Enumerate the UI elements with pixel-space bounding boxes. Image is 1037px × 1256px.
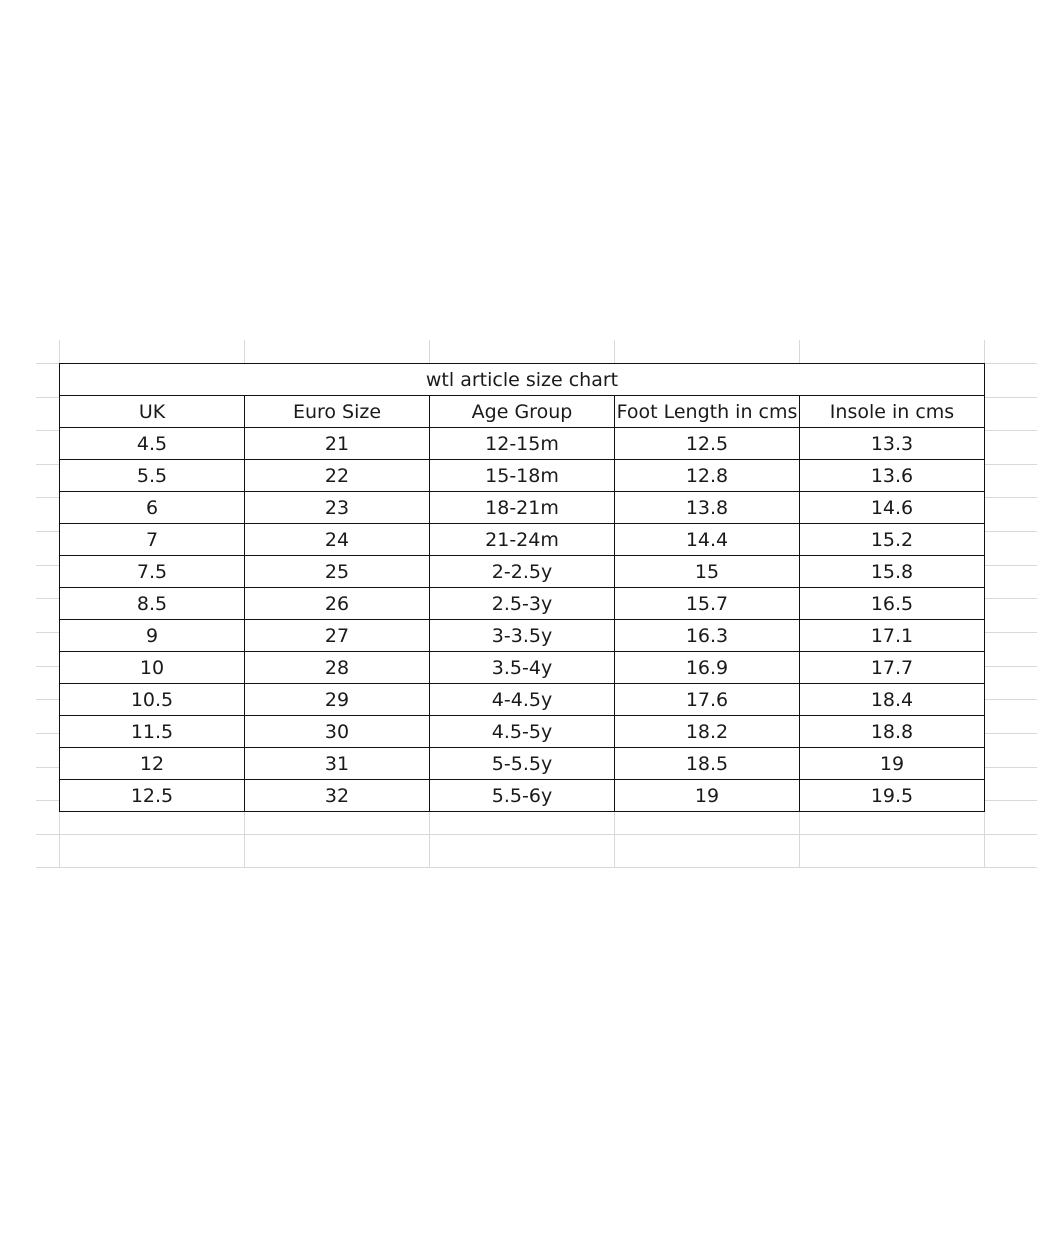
cell-age-group[interactable]: 3-3.5y (430, 620, 615, 652)
grid-line (36, 834, 1037, 835)
table-row (60, 684, 985, 716)
cell-insole[interactable]: 19.5 (800, 780, 985, 812)
header-cell-euro-size[interactable]: Euro Size (245, 396, 430, 428)
header-row (60, 396, 985, 428)
cell-uk[interactable]: 7.5 (60, 556, 245, 588)
cell-uk[interactable]: 11.5 (60, 716, 245, 748)
header-cell-age-group[interactable]: Age Group (430, 396, 615, 428)
cell-age-group[interactable]: 12-15m (430, 428, 615, 460)
cell-euro-size[interactable]: 25 (245, 556, 430, 588)
cell-foot-length[interactable]: 18.2 (615, 716, 800, 748)
cell-age-group[interactable]: 18-21m (430, 492, 615, 524)
cell-euro-size[interactable]: 27 (245, 620, 430, 652)
cell-insole[interactable]: 19 (800, 748, 985, 780)
cell-age-group[interactable]: 4-4.5y (430, 684, 615, 716)
cell-insole[interactable]: 15.8 (800, 556, 985, 588)
cell-foot-length[interactable]: 13.8 (615, 492, 800, 524)
table-row (60, 716, 985, 748)
cell-insole[interactable]: 15.2 (800, 524, 985, 556)
cell-uk[interactable]: 7 (60, 524, 245, 556)
cell-euro-size[interactable]: 23 (245, 492, 430, 524)
cell-uk[interactable]: 5.5 (60, 460, 245, 492)
table-row (60, 652, 985, 684)
cell-foot-length[interactable]: 16.3 (615, 620, 800, 652)
cell-insole[interactable]: 13.6 (800, 460, 985, 492)
cell-foot-length[interactable]: 12.8 (615, 460, 800, 492)
cell-age-group[interactable]: 2.5-3y (430, 588, 615, 620)
cell-foot-length[interactable]: 17.6 (615, 684, 800, 716)
cell-uk[interactable]: 12 (60, 748, 245, 780)
table-title[interactable]: wtl article size chart (60, 364, 985, 396)
cell-foot-length[interactable]: 18.5 (615, 748, 800, 780)
cell-foot-length[interactable]: 15.7 (615, 588, 800, 620)
cell-foot-length[interactable]: 16.9 (615, 652, 800, 684)
table-row (60, 428, 985, 460)
table-row (60, 492, 985, 524)
cell-uk[interactable]: 12.5 (60, 780, 245, 812)
table-row (60, 588, 985, 620)
table-row (60, 524, 985, 556)
header-cell-uk[interactable]: UK (60, 396, 245, 428)
cell-insole[interactable]: 17.1 (800, 620, 985, 652)
cell-euro-size[interactable]: 28 (245, 652, 430, 684)
size-chart-table (59, 363, 985, 812)
cell-uk[interactable]: 8.5 (60, 588, 245, 620)
cell-foot-length[interactable]: 15 (615, 556, 800, 588)
table-row (60, 556, 985, 588)
header-cell-foot-length[interactable]: Foot Length in cms (615, 396, 800, 428)
cell-insole[interactable]: 13.3 (800, 428, 985, 460)
cell-insole[interactable]: 18.8 (800, 716, 985, 748)
cell-insole[interactable]: 17.7 (800, 652, 985, 684)
header-cell-insole[interactable]: Insole in cms (800, 396, 985, 428)
cell-insole[interactable]: 18.4 (800, 684, 985, 716)
cell-foot-length[interactable]: 14.4 (615, 524, 800, 556)
cell-uk[interactable]: 9 (60, 620, 245, 652)
cell-age-group[interactable]: 5-5.5y (430, 748, 615, 780)
title-row (60, 364, 985, 396)
cell-euro-size[interactable]: 32 (245, 780, 430, 812)
cell-age-group[interactable]: 15-18m (430, 460, 615, 492)
table-row (60, 780, 985, 812)
cell-euro-size[interactable]: 24 (245, 524, 430, 556)
cell-age-group[interactable]: 3.5-4y (430, 652, 615, 684)
grid-line (36, 867, 1037, 868)
cell-euro-size[interactable]: 30 (245, 716, 430, 748)
cell-euro-size[interactable]: 22 (245, 460, 430, 492)
table-row (60, 620, 985, 652)
cell-insole[interactable]: 16.5 (800, 588, 985, 620)
cell-foot-length[interactable]: 12.5 (615, 428, 800, 460)
cell-uk[interactable]: 6 (60, 492, 245, 524)
cell-age-group[interactable]: 2-2.5y (430, 556, 615, 588)
cell-age-group[interactable]: 5.5-6y (430, 780, 615, 812)
cell-euro-size[interactable]: 29 (245, 684, 430, 716)
cell-age-group[interactable]: 4.5-5y (430, 716, 615, 748)
table-row (60, 748, 985, 780)
cell-euro-size[interactable]: 26 (245, 588, 430, 620)
cell-uk[interactable]: 10 (60, 652, 245, 684)
cell-uk[interactable]: 10.5 (60, 684, 245, 716)
cell-insole[interactable]: 14.6 (800, 492, 985, 524)
cell-age-group[interactable]: 21-24m (430, 524, 615, 556)
cell-euro-size[interactable]: 31 (245, 748, 430, 780)
cell-uk[interactable]: 4.5 (60, 428, 245, 460)
cell-euro-size[interactable]: 21 (245, 428, 430, 460)
table-row (60, 460, 985, 492)
cell-foot-length[interactable]: 19 (615, 780, 800, 812)
